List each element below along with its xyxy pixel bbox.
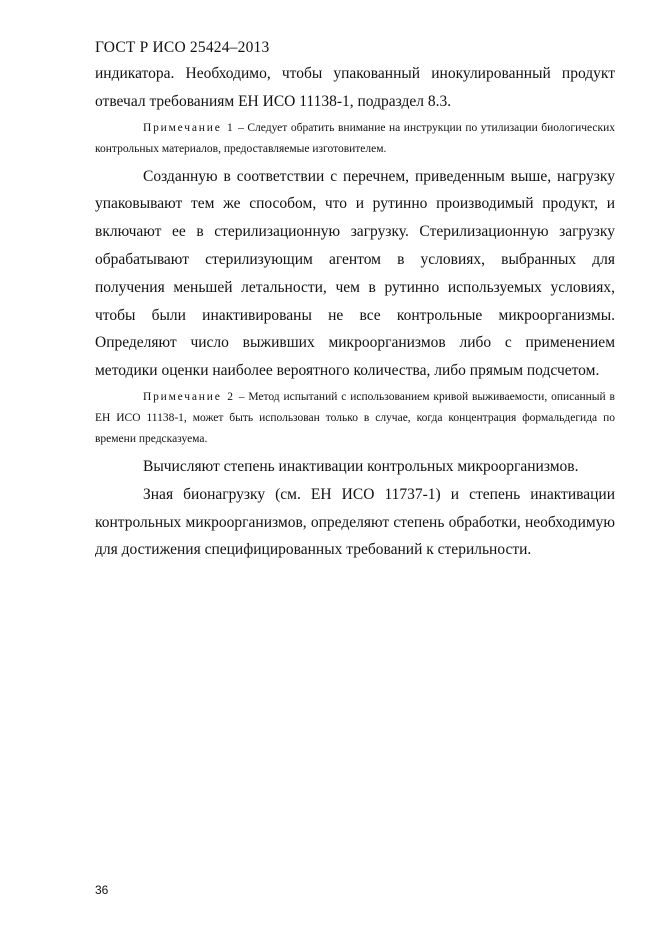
- note-1: [95, 118, 615, 160]
- note-1-label: Примечание 1: [143, 121, 235, 134]
- document-header: ГОСТ Р ИСО 25424–2013: [95, 39, 270, 56]
- paragraph-bioburden: Зная бионагрузку (см. ЕН ИСО 11737-1) и степень инактивации контрольных микроорганизмов, определяют степень обработки, необходимую для достижения специфицированных требований к стерильности.: [95, 485, 615, 559]
- note-2-label: Примечание 2: [143, 390, 235, 403]
- page-number: 36: [95, 883, 109, 897]
- note-2: [95, 387, 615, 450]
- paragraph-calculate-inactivation: Вычисляют степень инактивации контрольных микроорганизмов.: [143, 457, 579, 475]
- paragraph-continuation: индикатора. Необходимо, чтобы упакованный инокулированный продукт отвечал требованиям ЕН ИСО 11138-1, подраздел 8.3.: [95, 65, 615, 110]
- note-1-text: – Следует обратить внимание на инструкции по утилизации биологических контрольных материалов, предоставляемые изготовителем.: [95, 121, 615, 155]
- paragraph-load-procedure: Созданную в соответствии с перечнем, приведенным выше, нагрузку упаковывают тем же способом, что и рутинно производимый продукт, и включают ее в стерилизационную загрузку. Стерилизационную загрузку обрабатывают стерилизующим агентом в условиях, выбранных для получения меньшей летальности, чем в рутинно используемых условиях, чтобы были инактивированы не все контрольные микроорганизмы. Определяют число выживших микроорганизмов либо с применением методики оценки наиболее вероятного количества, либо прямым подсчетом.: [95, 167, 615, 380]
- document-body: [95, 60, 615, 564]
- note-2-text: – Метод испытаний с использованием кривой выживаемости, описанный в ЕН ИСО 11138-1, может быть использован только в случае, когда концентрация формальдегида по времени предсказуема.: [95, 390, 615, 445]
